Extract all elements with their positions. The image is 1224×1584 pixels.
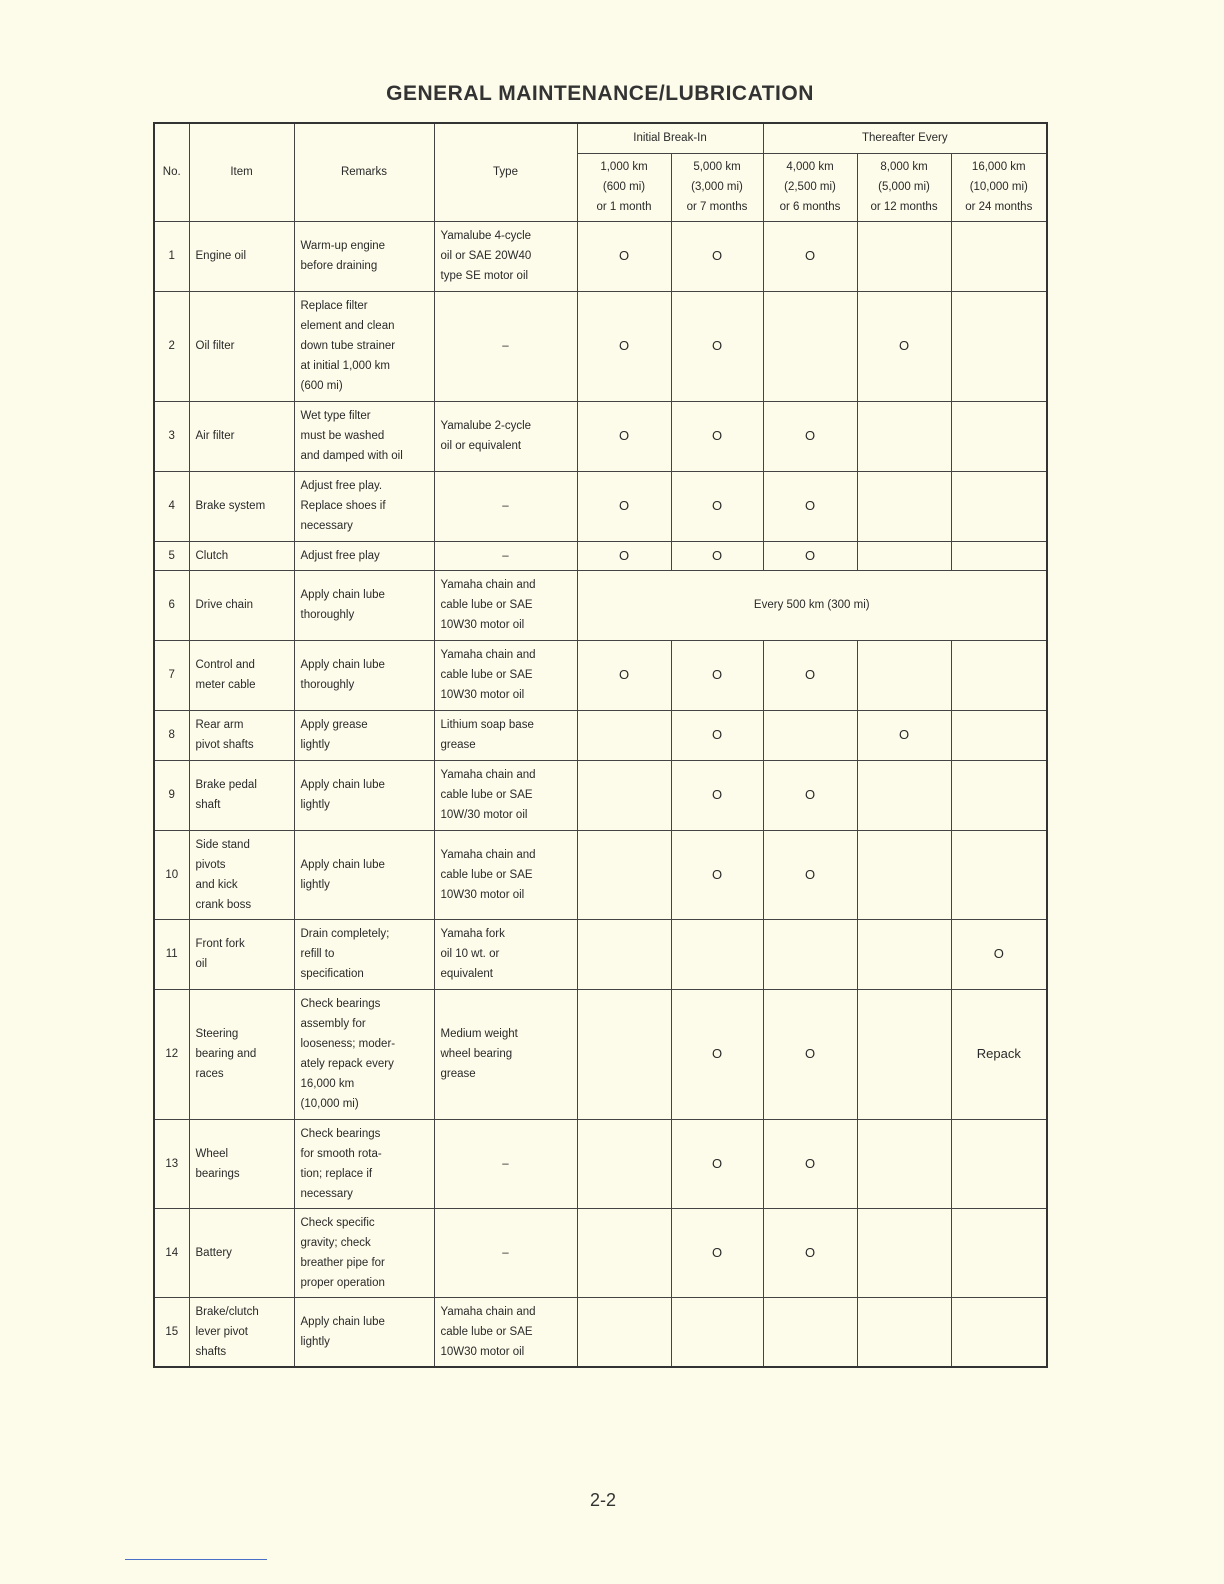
remarks-cell — [294, 1297, 434, 1367]
header-period-line: or 6 months — [779, 201, 841, 213]
table-row — [154, 710, 1047, 760]
item-cell — [189, 221, 294, 291]
remarks-cell-line: Check bearings — [300, 1127, 381, 1140]
item-cell-line: shafts — [195, 1345, 227, 1358]
item-cell-line: Brake/clutch — [195, 1305, 259, 1318]
item-cell — [189, 471, 294, 541]
empty-cell — [857, 1297, 951, 1367]
type-cell — [434, 401, 577, 471]
remarks-cell-line: gravity; check — [300, 1236, 371, 1249]
remarks-cell-line: tion; replace if — [300, 1167, 373, 1180]
type-cell-line: Yamalube 2-cycle — [440, 420, 532, 432]
row-number: 14 — [154, 1208, 189, 1297]
remarks-cell-line: Wet type filter — [300, 410, 371, 422]
remarks-cell-line: lightly — [300, 799, 330, 811]
remarks-cell-line: proper operation — [300, 1276, 385, 1289]
header-period-line: (3,000 mi) — [691, 181, 743, 193]
check-mark: O — [671, 221, 763, 291]
header-type: Type — [434, 123, 577, 221]
item-cell-line: Brake system — [195, 500, 266, 512]
header-remarks: Remarks — [294, 123, 434, 221]
type-cell-line: – — [502, 340, 509, 352]
table-row — [154, 1297, 1047, 1367]
header-period-line: or 12 months — [870, 201, 938, 213]
remarks-cell-line: Check bearings — [300, 998, 381, 1010]
empty-cell — [857, 221, 951, 291]
table-row — [154, 760, 1047, 830]
remarks-cell-line: Apply chain lube — [300, 858, 385, 871]
check-mark: O — [671, 989, 763, 1119]
item-cell-line: Control and — [195, 659, 255, 671]
type-cell — [434, 221, 577, 291]
item-cell-line: meter cable — [195, 679, 256, 691]
item-cell-line: crank boss — [195, 898, 252, 911]
table-row — [154, 570, 1047, 640]
row-number: 8 — [154, 710, 189, 760]
item-cell-line: Drive chain — [195, 599, 254, 611]
check-mark: O — [671, 1119, 763, 1208]
row-number: 6 — [154, 570, 189, 640]
row-number: 2 — [154, 291, 189, 401]
header-period-line: 5,000 km — [693, 161, 741, 173]
item-cell-line: and kick — [195, 878, 238, 891]
row-number: 3 — [154, 401, 189, 471]
remarks-cell — [294, 570, 434, 640]
remarks-cell — [294, 1208, 434, 1297]
remarks-cell-line: lightly — [300, 878, 330, 891]
check-mark: O — [763, 541, 857, 570]
type-cell-line: Yamaha chain and — [440, 769, 536, 781]
item-cell-line: Air filter — [195, 430, 235, 442]
type-cell-line: oil or equivalent — [440, 440, 522, 452]
remarks-cell-line: Apply grease — [300, 719, 368, 731]
check-mark: O — [763, 1119, 857, 1208]
remarks-cell-line: Apply chain lube — [300, 1315, 385, 1328]
item-cell — [189, 1208, 294, 1297]
remarks-cell-line: refill to — [300, 948, 335, 960]
empty-cell — [577, 1297, 671, 1367]
type-cell-line: – — [502, 500, 509, 512]
item-cell-line: Wheel — [195, 1147, 229, 1160]
empty-cell — [951, 1119, 1047, 1208]
row-number: 10 — [154, 830, 189, 919]
empty-cell — [951, 1297, 1047, 1367]
type-cell — [434, 471, 577, 541]
check-mark: O — [763, 1208, 857, 1297]
type-cell-line: cable lube or SAE — [440, 669, 533, 681]
table-row — [154, 471, 1047, 541]
empty-cell — [951, 640, 1047, 710]
table-row — [154, 989, 1047, 1119]
remarks-cell-line: Replace filter — [300, 300, 368, 312]
empty-cell — [577, 1119, 671, 1208]
type-cell-line: – — [502, 549, 509, 562]
type-cell — [434, 710, 577, 760]
type-cell-line: 10W30 motor oil — [440, 1345, 525, 1358]
item-cell — [189, 1119, 294, 1208]
remarks-cell-line: (10,000 mi) — [300, 1098, 359, 1110]
remarks-cell-line: Apply chain lube — [300, 659, 385, 671]
empty-cell — [951, 221, 1047, 291]
item-cell-line: Side stand — [195, 838, 250, 851]
empty-cell — [951, 1208, 1047, 1297]
remarks-cell-line: and damped with oil — [300, 450, 403, 462]
check-mark: O — [671, 401, 763, 471]
check-mark: O — [763, 830, 857, 919]
empty-cell — [857, 919, 951, 989]
item-cell — [189, 989, 294, 1119]
table-row — [154, 221, 1047, 291]
type-cell-line: – — [502, 1246, 509, 1259]
row-number: 5 — [154, 541, 189, 570]
type-cell-line: Yamaha chain and — [440, 649, 536, 661]
remarks-cell-line: thoroughly — [300, 609, 355, 621]
type-cell — [434, 541, 577, 570]
item-cell-line: lever pivot — [195, 1325, 248, 1338]
type-cell-line: Yamaha chain and — [440, 1305, 536, 1318]
remarks-cell — [294, 291, 434, 401]
empty-cell — [951, 471, 1047, 541]
remarks-cell-line: assembly for — [300, 1018, 366, 1030]
check-mark: O — [763, 640, 857, 710]
type-cell-line: 10W30 motor oil — [440, 619, 525, 631]
remarks-cell-line: 16,000 km — [300, 1078, 355, 1090]
empty-cell — [857, 989, 951, 1119]
footer-rule — [125, 1559, 267, 1560]
check-mark: O — [671, 291, 763, 401]
empty-cell — [857, 640, 951, 710]
empty-cell — [577, 919, 671, 989]
empty-cell — [951, 541, 1047, 570]
header-period — [763, 153, 857, 221]
item-cell-line: pivots — [195, 858, 226, 871]
remarks-cell-line: Check specific — [300, 1216, 375, 1229]
item-cell — [189, 541, 294, 570]
remarks-cell-line: Warm-up engine — [300, 240, 386, 252]
check-mark: O — [763, 471, 857, 541]
check-mark: O — [857, 291, 951, 401]
item-cell-line: bearing and — [195, 1048, 257, 1060]
check-mark: O — [577, 541, 671, 570]
item-cell — [189, 1297, 294, 1367]
table-row — [154, 401, 1047, 471]
empty-cell — [857, 830, 951, 919]
type-cell-line: 10W30 motor oil — [440, 689, 525, 701]
row-number: 7 — [154, 640, 189, 710]
remarks-cell-line: Apply chain lube — [300, 779, 385, 791]
remarks-cell — [294, 710, 434, 760]
type-cell — [434, 760, 577, 830]
remarks-cell — [294, 919, 434, 989]
type-cell-line: oil or SAE 20W40 — [440, 250, 532, 262]
item-cell-line: Clutch — [195, 549, 229, 562]
check-mark: O — [671, 640, 763, 710]
empty-cell — [763, 710, 857, 760]
header-period — [671, 153, 763, 221]
type-cell-line: Yamalube 4-cycle — [440, 230, 532, 242]
header-no: No. — [154, 123, 189, 221]
remarks-cell — [294, 541, 434, 570]
type-cell-line: cable lube or SAE — [440, 789, 533, 801]
remarks-cell-line: Apply chain lube — [300, 589, 385, 601]
type-cell — [434, 291, 577, 401]
page-number: 2-2 — [589, 1490, 616, 1510]
remarks-cell — [294, 1119, 434, 1208]
mark-text: Repack — [951, 989, 1047, 1119]
empty-cell — [951, 401, 1047, 471]
type-cell — [434, 1119, 577, 1208]
remarks-cell-line: necessary — [300, 520, 353, 532]
item-cell — [189, 570, 294, 640]
type-cell-line: Yamaha chain and — [440, 579, 536, 591]
row-number: 13 — [154, 1119, 189, 1208]
type-cell-line: 10W30 motor oil — [440, 888, 525, 901]
type-cell-line: equivalent — [440, 968, 493, 980]
check-mark: O — [577, 640, 671, 710]
empty-cell — [951, 710, 1047, 760]
remarks-cell — [294, 221, 434, 291]
empty-cell — [951, 760, 1047, 830]
table-row — [154, 291, 1047, 401]
item-cell — [189, 919, 294, 989]
check-mark: O — [671, 1208, 763, 1297]
table-row — [154, 541, 1047, 570]
empty-cell — [857, 760, 951, 830]
check-mark: O — [763, 989, 857, 1119]
item-cell-line: Oil filter — [195, 340, 235, 352]
remarks-cell-line: necessary — [300, 1187, 353, 1200]
header-thereafter-every: Thereafter Every — [763, 123, 1047, 153]
remarks-cell-line: (600 mi) — [300, 380, 343, 392]
remarks-cell-line: before draining — [300, 260, 378, 272]
maintenance-table — [153, 122, 1048, 1368]
empty-cell — [951, 291, 1047, 401]
remarks-cell-line: at initial 1,000 km — [300, 360, 390, 372]
type-cell — [434, 830, 577, 919]
check-mark: O — [951, 919, 1047, 989]
type-cell-line: oil 10 wt. or — [440, 948, 500, 960]
type-cell-line: cable lube or SAE — [440, 599, 533, 611]
row-number: 9 — [154, 760, 189, 830]
remarks-cell-line: Adjust free play — [300, 549, 380, 562]
type-cell — [434, 989, 577, 1119]
type-cell — [434, 640, 577, 710]
empty-cell — [857, 401, 951, 471]
empty-cell — [951, 830, 1047, 919]
remarks-cell-line: specification — [300, 968, 364, 980]
type-cell-line: cable lube or SAE — [440, 1325, 533, 1338]
header-period-line: 1,000 km — [600, 161, 648, 173]
item-cell — [189, 640, 294, 710]
check-mark: O — [577, 291, 671, 401]
remarks-cell-line: looseness; moder- — [300, 1038, 396, 1050]
remarks-cell — [294, 471, 434, 541]
remarks-cell-line: must be washed — [300, 430, 385, 442]
empty-cell — [763, 919, 857, 989]
type-cell — [434, 1208, 577, 1297]
table-row — [154, 1119, 1047, 1208]
item-cell-line: Brake pedal — [195, 779, 257, 791]
remarks-cell-line: element and clean — [300, 320, 395, 332]
empty-cell — [671, 919, 763, 989]
header-period-line: (5,000 mi) — [878, 181, 930, 193]
type-cell-line: Medium weight — [440, 1028, 518, 1040]
check-mark: O — [577, 221, 671, 291]
check-mark: O — [671, 541, 763, 570]
item-cell-line: Rear arm — [195, 719, 244, 731]
remarks-cell-line: breather pipe for — [300, 1256, 385, 1269]
table-row — [154, 1208, 1047, 1297]
item-cell-line: races — [195, 1068, 224, 1080]
check-mark: O — [763, 221, 857, 291]
remarks-cell-line: lightly — [300, 1335, 330, 1348]
check-mark: O — [671, 760, 763, 830]
type-cell-line: grease — [440, 1068, 476, 1080]
empty-cell — [577, 830, 671, 919]
item-cell-line: Battery — [195, 1246, 232, 1259]
type-cell-line: Yamaha fork — [440, 928, 505, 940]
check-mark: O — [763, 401, 857, 471]
check-mark: O — [671, 830, 763, 919]
empty-cell — [577, 760, 671, 830]
remarks-cell-line: thoroughly — [300, 679, 355, 691]
empty-cell — [857, 1208, 951, 1297]
empty-cell — [577, 1208, 671, 1297]
item-cell-line: Front fork — [195, 938, 245, 950]
remarks-cell — [294, 760, 434, 830]
check-mark: O — [577, 471, 671, 541]
type-cell-line: cable lube or SAE — [440, 868, 533, 881]
type-cell-line: type SE motor oil — [440, 270, 529, 282]
header-period-line: 4,000 km — [786, 161, 834, 173]
interval-note: Every 500 km (300 mi) — [577, 570, 1047, 640]
remarks-cell — [294, 830, 434, 919]
header-period-line: (10,000 mi) — [969, 181, 1028, 193]
header-period-line: 16,000 km — [971, 161, 1026, 173]
header-period-line: or 1 month — [596, 201, 652, 213]
item-cell-line: pivot shafts — [195, 739, 254, 751]
empty-cell — [857, 1119, 951, 1208]
check-mark: O — [671, 471, 763, 541]
row-number: 11 — [154, 919, 189, 989]
type-cell — [434, 570, 577, 640]
header-period-line: (2,500 mi) — [784, 181, 836, 193]
header-period-line: or 7 months — [686, 201, 748, 213]
table-row — [154, 919, 1047, 989]
row-number: 12 — [154, 989, 189, 1119]
header-period — [577, 153, 671, 221]
remarks-cell-line: Drain completely; — [300, 928, 390, 940]
table-row — [154, 640, 1047, 710]
type-cell-line: Yamaha chain and — [440, 848, 536, 861]
item-cell-line: Steering — [195, 1028, 239, 1040]
type-cell — [434, 1297, 577, 1367]
item-cell-line: Engine oil — [195, 250, 247, 262]
row-number: 1 — [154, 221, 189, 291]
header-period-line: 8,000 km — [880, 161, 928, 173]
empty-cell — [577, 989, 671, 1119]
remarks-cell-line: lightly — [300, 739, 330, 751]
remarks-cell — [294, 401, 434, 471]
item-cell — [189, 401, 294, 471]
type-cell-line: grease — [440, 739, 476, 751]
table-row — [154, 830, 1047, 919]
check-mark: O — [577, 401, 671, 471]
item-cell — [189, 830, 294, 919]
remarks-cell — [294, 640, 434, 710]
type-cell-line: wheel bearing — [440, 1048, 513, 1060]
header-period-line: (600 mi) — [602, 181, 646, 193]
remarks-cell — [294, 989, 434, 1119]
item-cell — [189, 710, 294, 760]
item-cell-line: oil — [195, 958, 208, 970]
empty-cell — [671, 1297, 763, 1367]
header-initial-break-in: Initial Break-In — [577, 123, 763, 153]
remarks-cell-line: Adjust free play. — [300, 480, 383, 492]
header-period — [951, 153, 1047, 221]
empty-cell — [577, 710, 671, 760]
check-mark: O — [671, 710, 763, 760]
remarks-cell-line: Replace shoes if — [300, 500, 386, 512]
check-mark: O — [857, 710, 951, 760]
header-period — [857, 153, 951, 221]
item-cell — [189, 291, 294, 401]
empty-cell — [857, 541, 951, 570]
item-cell-line: bearings — [195, 1167, 240, 1180]
empty-cell — [857, 471, 951, 541]
remarks-cell-line: down tube strainer — [300, 340, 396, 352]
type-cell-line: – — [502, 1157, 509, 1170]
page-title: GENERAL MAINTENANCE/LUBRICATION — [386, 82, 814, 105]
row-number: 4 — [154, 471, 189, 541]
empty-cell — [763, 291, 857, 401]
item-cell — [189, 760, 294, 830]
item-cell-line: shaft — [195, 799, 221, 811]
check-mark: O — [763, 760, 857, 830]
remarks-cell-line: ately repack every — [300, 1058, 394, 1070]
type-cell-line: 10W/30 motor oil — [440, 809, 528, 821]
header-period-line: or 24 months — [965, 201, 1033, 213]
type-cell-line: Lithium soap base — [440, 719, 534, 731]
type-cell — [434, 919, 577, 989]
row-number: 15 — [154, 1297, 189, 1367]
header-item: Item — [189, 123, 294, 221]
remarks-cell-line: for smooth rota- — [300, 1147, 382, 1160]
empty-cell — [763, 1297, 857, 1367]
